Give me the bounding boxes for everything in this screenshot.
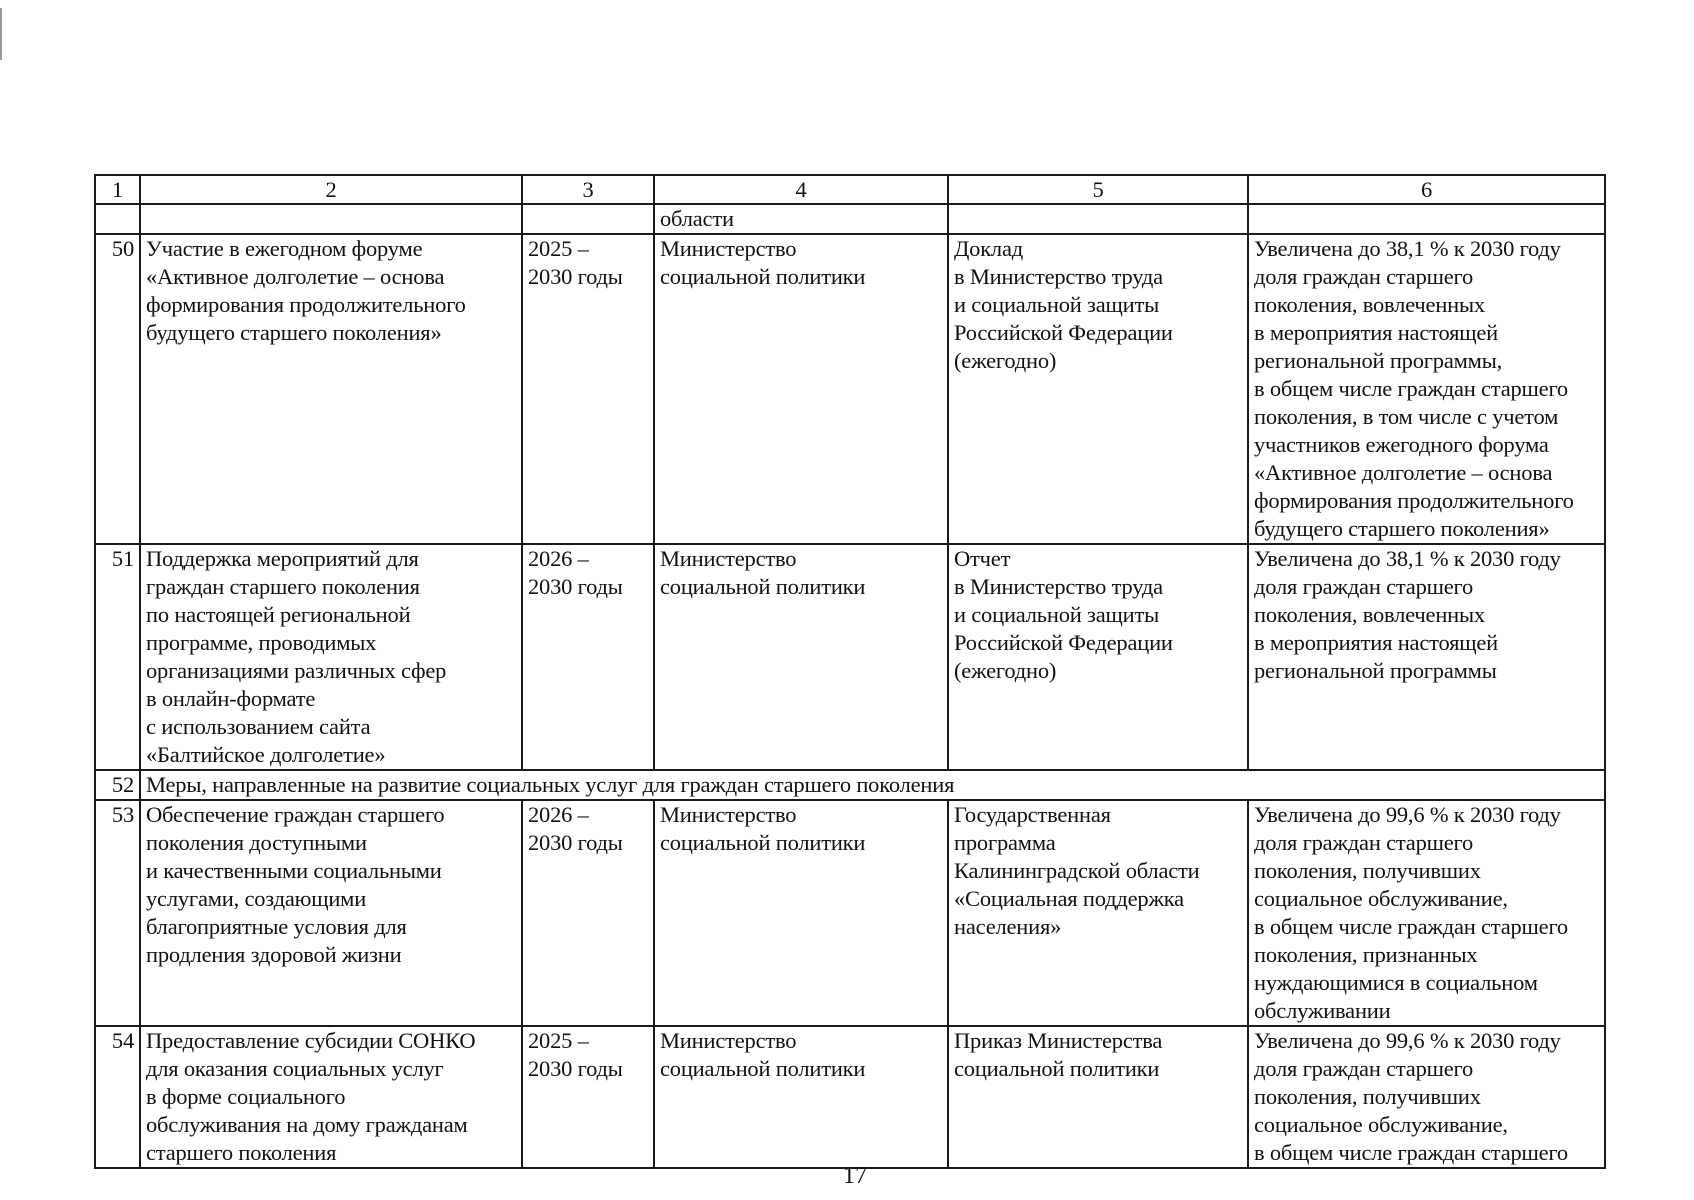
table-row [95,234,1605,544]
table-row [95,800,1605,1026]
row-number-cell: 54 [95,1026,140,1168]
page-number: 17 [843,1163,867,1189]
period-cell: 2026 – 2030 годы [522,800,654,1026]
continuation-cell [95,204,140,234]
result-cell: Увеличена до 38,1 % к 2030 году доля граждан старшего поколения, вовлеченных в мероприятия настоящей региональной программы [1248,544,1605,770]
column-number-cell: 3 [522,175,654,204]
continuation-cell [948,204,1248,234]
row-number-cell: 51 [95,544,140,770]
continuation-cell [522,204,654,234]
section-row [95,770,1605,800]
column-number-cell: 1 [95,175,140,204]
executor-cell: Министерство социальной политики [654,1026,948,1168]
column-number-cell: 6 [1248,175,1605,204]
continuation-cell [1248,204,1605,234]
result-cell: Увеличена до 99,6 % к 2030 году доля граждан старшего поколения, получивших социальное обслуживание, в общем числе граждан старшего поколения, признанных нуждающимися в социальном обслуживании [1248,800,1605,1026]
table-row [95,1026,1605,1168]
period-cell: 2025 – 2030 годы [522,1026,654,1168]
result-cell: Увеличена до 38,1 % к 2030 году доля граждан старшего поколения, вовлеченных в мероприятия настоящей региональной программы, в общем числе граждан старшего поколения, в том числе с учетом участников ежегодного форума «Активное долголетие – основа формирования продолжительного будущего старшего поколения» [1248,234,1605,544]
continuation-cell [140,204,522,234]
executor-cell: Министерство социальной политики [654,800,948,1026]
section-title-cell: Меры, направленные на развитие социальных услуг для граждан старшего поколения [140,770,1605,800]
scan-edge-line [0,8,2,60]
continuation-row [95,204,1605,234]
period-cell: 2026 – 2030 годы [522,544,654,770]
executor-cell: Министерство социальной политики [654,234,948,544]
measure-cell: Обеспечение граждан старшего поколения доступными и качественными социальными услугами, создающими благоприятные условия для продления здоровой жизни [140,800,522,1026]
measure-cell: Участие в ежегодном форуме «Активное долголетие – основа формирования продолжительного будущего старшего поколения» [140,234,522,544]
column-number-cell: 2 [140,175,522,204]
continuation-cell: области [654,204,948,234]
result-cell: Увеличена до 99,6 % к 2030 году доля граждан старшего поколения, получивших социальное обслуживание, в общем числе граждан старшего [1248,1026,1605,1168]
column-number-row [95,175,1605,204]
executor-cell: Министерство социальной политики [654,544,948,770]
document-cell: Государственная программа Калининградской области «Социальная поддержка населения» [948,800,1248,1026]
column-number-cell: 5 [948,175,1248,204]
measure-cell: Поддержка мероприятий для граждан старшего поколения по настоящей региональной программе, проводимых организациями различных сфер в онлайн-формате с использованием сайта «Балтийское долголетие» [140,544,522,770]
table-row [95,544,1605,770]
row-number-cell: 52 [95,770,140,800]
document-cell: Приказ Министерства социальной политики [948,1026,1248,1168]
measures-table [94,174,1606,1169]
document-cell: Доклад в Министерство труда и социальной защиты Российской Федерации (ежегодно) [948,234,1248,544]
row-number-cell: 53 [95,800,140,1026]
row-number-cell: 50 [95,234,140,544]
column-number-cell: 4 [654,175,948,204]
measure-cell: Предоставление субсидии СОНКО для оказания социальных услуг в форме социального обслуживания на дому гражданам старшего поколения [140,1026,522,1168]
document-cell: Отчет в Министерство труда и социальной защиты Российской Федерации (ежегодно) [948,544,1248,770]
period-cell: 2025 – 2030 годы [522,234,654,544]
